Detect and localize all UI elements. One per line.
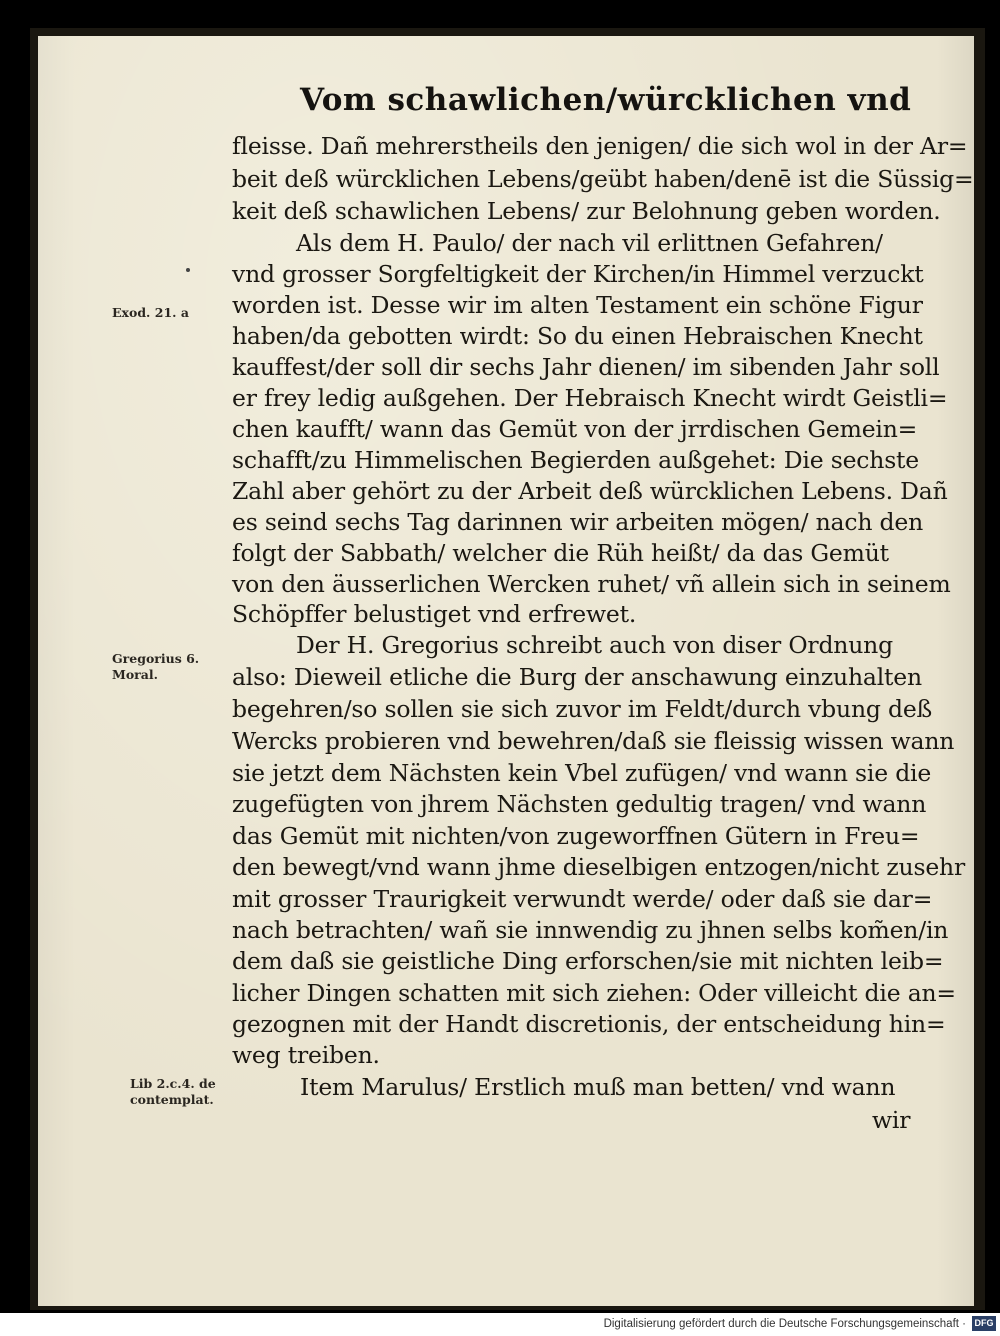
text-line: zugefügten von jhrem Nächsten gedultig tragen/ vnd wann: [232, 790, 927, 818]
text-line: dem daß sie geistliche Ding erforschen/sie mit nichten leib=: [232, 947, 944, 975]
margin-note-gregorius: Gregorius 6. Moral.: [112, 651, 200, 682]
text-line: sie jetzt dem Nächsten kein Vbel zufügen/ vnd wann sie die: [232, 759, 932, 787]
text-line: Wercks probieren vnd bewehren/daß sie fleissig wissen wann: [232, 727, 955, 755]
margin-dot: [186, 268, 190, 272]
catchword: wir: [872, 1106, 911, 1134]
margin-note-exodus: Exod. 21. a: [112, 305, 189, 320]
text-line: von den äusserlichen Wercken ruhet/ vñ allein sich in seinem: [232, 570, 951, 598]
text-line: folgt der Sabbath/ welcher die Rüh heißt/ da das Gemüt: [232, 539, 889, 567]
text-line: begehren/so sollen sie sich zuvor im Feldt/durch vbung deß: [232, 695, 933, 723]
text-line: schafft/zu Himmelischen Begierden außgehet: Die sechste: [232, 446, 920, 474]
footer-credit: Digitalisierung gefördert durch die Deutsche Forschungsgemeinschaft ·: [603, 1318, 966, 1330]
text-line: fleisse. Dañ mehrerstheils den jenigen/ die sich wol in der Ar=: [232, 132, 968, 160]
text-line: haben/da gebotten wirdt: So du einen Hebraischen Knecht: [232, 322, 923, 350]
dfg-logo: DFG: [972, 1316, 996, 1331]
text-line: er frey ledig außgehen. Der Hebraisch Knecht wirdt Geistli=: [232, 384, 948, 412]
text-line: Item Marulus/ Erstlich muß man betten/ vnd wann: [300, 1073, 896, 1101]
text-line: mit grosser Traurigkeit verwundt werde/ oder daß sie dar=: [232, 885, 933, 913]
text-line: kauffest/der soll dir sechs Jahr dienen/ im sibenden Jahr soll: [232, 353, 940, 381]
text-line: Zahl aber gehört zu der Arbeit deß würcklichen Lebens. Dañ: [232, 477, 948, 505]
text-line: vnd grosser Sorgfeltigkeit der Kirchen/in Himmel verzuckt: [232, 260, 924, 288]
text-line: weg treiben.: [232, 1041, 380, 1069]
running-head: Vom schawlichen/würcklichen vnd: [300, 82, 912, 118]
text-line: licher Dingen schatten mit sich ziehen: Oder villeicht die an=: [232, 979, 956, 1007]
text-line: worden ist. Desse wir im alten Testament ein schöne Figur: [232, 291, 923, 319]
text-line: Schöpffer belustiget vnd erfrewet.: [232, 600, 637, 628]
text-line: also: Dieweil etliche die Burg der anschawung einzuhalten: [232, 663, 922, 691]
text-line: den bewegt/vnd wann jhme dieselbigen entzogen/nicht zusehr: [232, 853, 965, 881]
text-line: chen kaufft/ wann das Gemüt von der jrrdischen Gemein=: [232, 415, 918, 443]
text-line: beit deß würcklichen Lebens/geübt haben/denē ist die Süssig=: [232, 165, 974, 193]
text-line: Als dem H. Paulo/ der nach vil erlittnen Gefahren/: [296, 229, 883, 257]
text-line: Der H. Gregorius schreibt auch von diser Ordnung: [296, 631, 893, 659]
margin-note-lib: Lib 2.c.4. de contemplat.: [130, 1076, 216, 1107]
text-line: das Gemüt mit nichten/von zugeworffnen Gütern in Freu=: [232, 822, 920, 850]
text-line: nach betrachten/ wañ sie innwendig zu jhnen selbs kom̃en/in: [232, 916, 949, 944]
text-line: gezognen mit der Handt discretionis, der entscheidung hin=: [232, 1010, 946, 1038]
text-line: keit deß schawlichen Lebens/ zur Belohnung geben worden.: [232, 197, 941, 225]
text-line: es seind sechs Tag darinnen wir arbeiten mögen/ nach den: [232, 508, 924, 536]
